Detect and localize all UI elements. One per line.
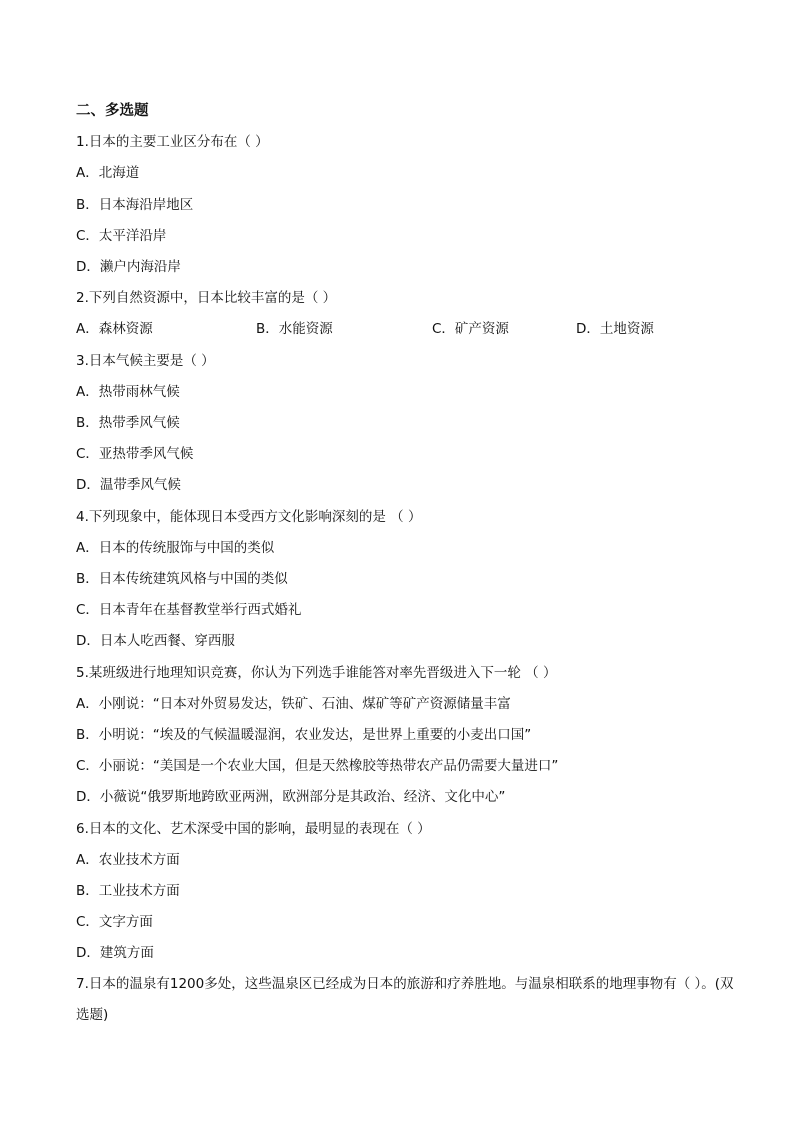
question-7-stem: 7.日本的温泉有1200多处，这些温泉区已经成为日本的旅游和疗养胜地。与温泉相联系的地理事物有（ ）。(双选题) xyxy=(76,976,734,1023)
question-4-option-d: D．日本人吃西餐、穿西服 xyxy=(76,633,235,649)
question-4-stem: 4.下列现象中，能体现日本受西方文化影响深刻的是 （ ） xyxy=(76,509,422,525)
question-4-option-a: A．日本的传统服饰与中国的类似 xyxy=(76,540,275,556)
question-6-stem: 6.日本的文化、艺术深受中国的影响，最明显的表现在（ ） xyxy=(76,821,431,837)
question-2-option-b: B．水能资源 xyxy=(256,321,333,337)
question-3-option-c: C．亚热带季风气候 xyxy=(76,446,194,462)
question-6-option-b: B．工业技术方面 xyxy=(76,883,180,899)
question-1-option-b: B．日本海沿岸地区 xyxy=(76,197,194,213)
question-6-option-c: C．文字方面 xyxy=(76,914,153,930)
question-2-option-c: C．矿产资源 xyxy=(432,321,509,337)
question-1-option-a: A．北海道 xyxy=(76,165,140,181)
question-6-option-d: D．建筑方面 xyxy=(76,945,154,961)
question-3-option-a: A．热带雨林气候 xyxy=(76,384,180,400)
question-2-options-row xyxy=(76,320,716,338)
question-1-option-d: D．濑户内海沿岸 xyxy=(76,259,181,275)
question-5-option-c: C．小丽说：“美国是一个农业大国，但是天然橡胶等热带农产品仍需要大量进口” xyxy=(76,758,559,774)
question-5-stem: 5.某班级进行地理知识竞赛，你认为下列选手谁能答对率先晋级进入下一轮 （ ） xyxy=(76,665,557,681)
question-5-option-b: B．小明说：“埃及的气候温暖湿润，农业发达，是世界上重要的小麦出口国” xyxy=(76,727,532,743)
question-1-stem: 1.日本的主要工业区分布在（ ） xyxy=(76,134,269,150)
question-2-option-d: D．土地资源 xyxy=(576,321,654,337)
question-5-option-a: A．小刚说：“日本对外贸易发达，铁矿、石油、煤矿等矿产资源储量丰富 xyxy=(76,696,511,712)
question-4-option-b: B．日本传统建筑风格与中国的类似 xyxy=(76,571,288,587)
question-2-stem: 2.下列自然资源中，日本比较丰富的是（ ） xyxy=(76,290,337,306)
question-4-option-c: C．日本青年在基督教堂举行西式婚礼 xyxy=(76,602,302,618)
question-6-option-a: A．农业技术方面 xyxy=(76,852,180,868)
section-title: 二、多选题 xyxy=(76,103,149,119)
question-3-stem: 3.日本气候主要是（ ） xyxy=(76,353,215,369)
question-3-option-d: D．温带季风气候 xyxy=(76,477,181,493)
question-3-option-b: B．热带季风气候 xyxy=(76,415,180,431)
question-2-option-a: A．森林资源 xyxy=(76,321,153,337)
question-1-option-c: C．太平洋沿岸 xyxy=(76,228,167,244)
question-5-option-d: D．小薇说“俄罗斯地跨欧亚两洲，欧洲部分是其政治、经济、文化中心” xyxy=(76,789,506,805)
